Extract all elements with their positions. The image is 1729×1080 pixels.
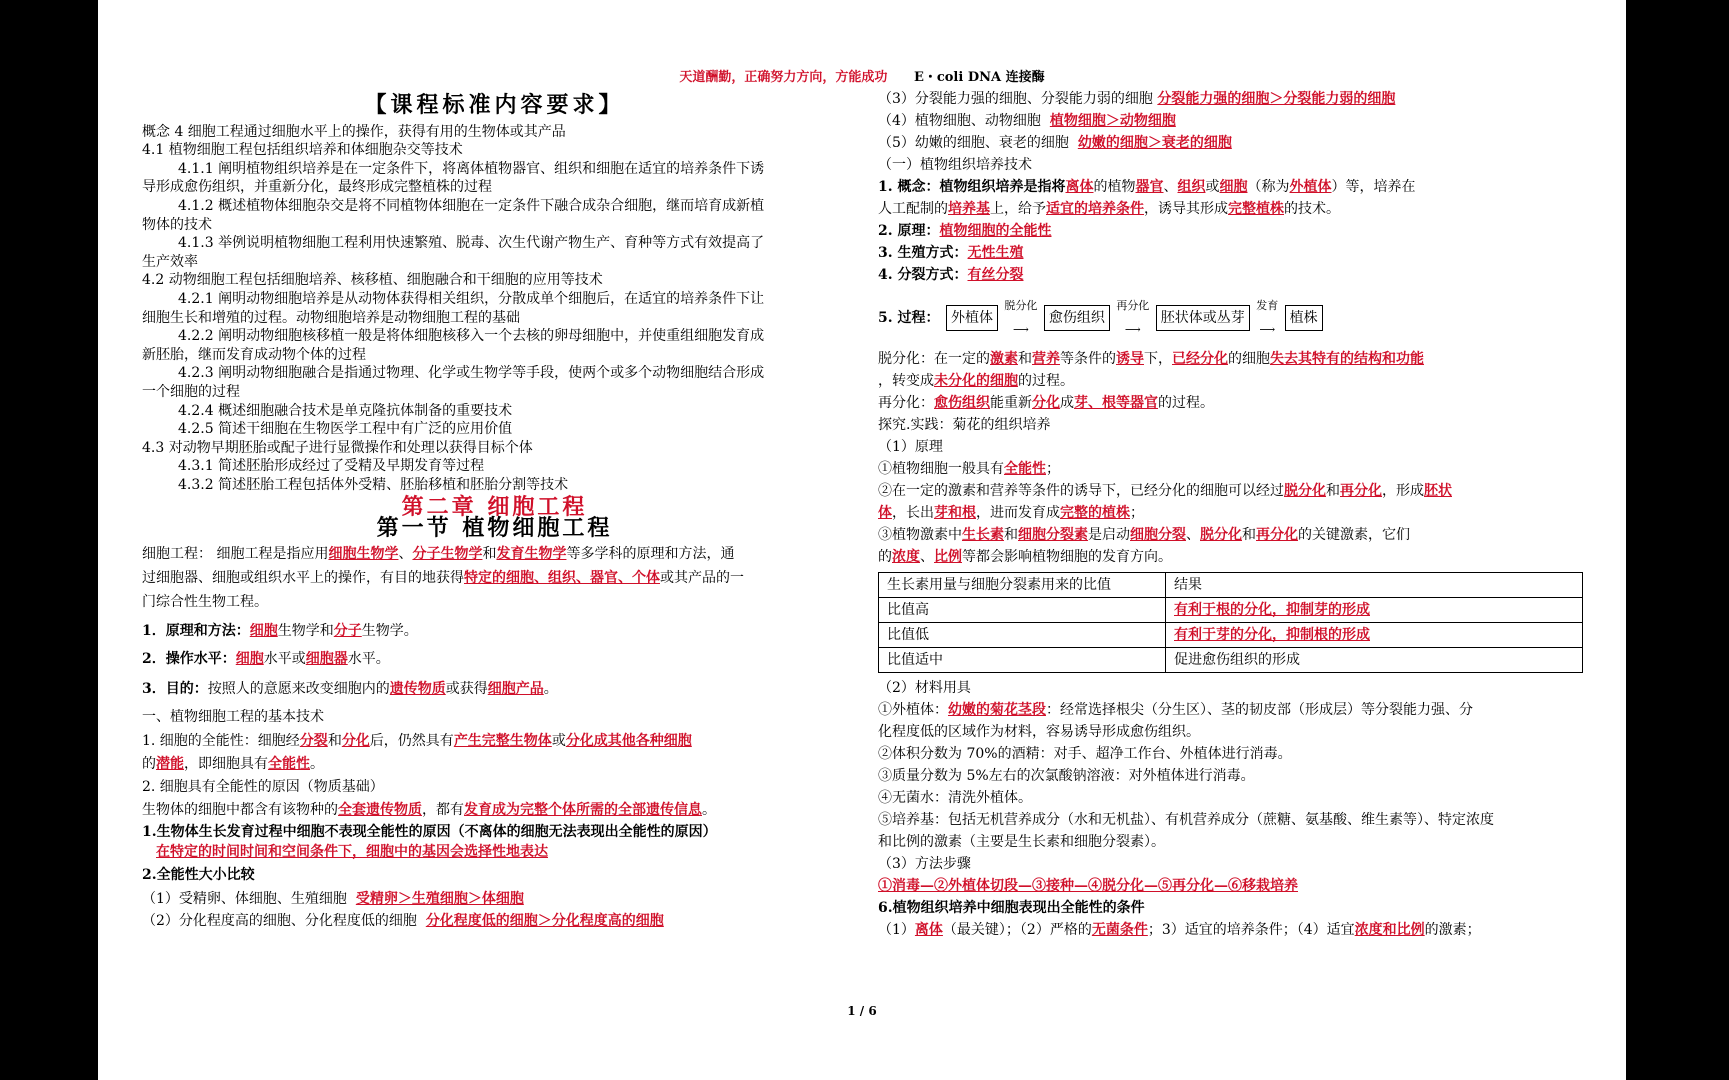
text: ，诱导其形成 [1144, 201, 1228, 217]
text: ）等，培养在 [1331, 179, 1416, 195]
answer: 再分化 [1340, 483, 1382, 499]
answer: 有丝分裂 [967, 267, 1024, 283]
dediff-line [878, 370, 1583, 392]
concept-line [878, 176, 1583, 198]
answer: 遗传物质 [389, 680, 446, 697]
totipotency-line [142, 730, 847, 753]
table-cell: 有利于芽的分化，抑制根的形成 [1166, 623, 1583, 648]
text: 后，仍然具有 [369, 732, 454, 749]
text: ，进而发育成 [976, 505, 1060, 521]
comparison-heading: 2.全能性大小比较 [142, 866, 255, 883]
text: 的过程。 [1018, 373, 1074, 389]
std-line: 4.1 植物细胞工程包括组织培养和体细胞杂交等技术 [142, 142, 463, 159]
answer: 胚状 [1424, 483, 1452, 499]
right-column [878, 88, 1583, 941]
std-line: 生产效率 [142, 253, 198, 270]
std-line: 新胚胎，继而发育成动物个体的过程 [142, 346, 366, 363]
table-cell: 比值适中 [879, 648, 1166, 673]
non-expression-answer: 在特定的时间时间和空间条件下，细胞中的基因会选择性地表达 [156, 843, 548, 860]
answer: 全能性 [268, 755, 310, 772]
answer: 未分化的细胞 [934, 373, 1018, 389]
process-flow [878, 294, 1583, 342]
table-row [879, 573, 1583, 598]
text: （称为 [1247, 179, 1290, 195]
answer: 体 [878, 505, 892, 521]
text: 的细胞 [1228, 351, 1270, 367]
answer: 生长素 [962, 527, 1004, 543]
answer: 芽和根 [934, 505, 976, 521]
text: （1）受精卵、体细胞、生殖细胞 [142, 890, 347, 907]
std-line: 4.2.2 阐明动物细胞核移植一般是将体细胞核移入一个去核的卵母细胞中，并使重组细胞发育成 [178, 328, 765, 345]
answer: 全能性 [1004, 461, 1046, 477]
answer: 激素 [990, 351, 1018, 367]
text: ①植物细胞一般具有 [878, 461, 1004, 477]
text: 的植物 [1093, 179, 1136, 195]
answer: 幼嫩的细胞＞衰老的细胞 [1077, 135, 1232, 151]
answer: 特定的细胞、组织、器官、个体 [464, 569, 660, 586]
answer: 愈伤组织 [934, 395, 990, 411]
comparison-4 [878, 110, 1583, 132]
table-cell: 有利于根的分化，抑制芽的形成 [1166, 598, 1583, 623]
text: ，形成 [1382, 483, 1424, 499]
materials-line: 和比例的激素（主要是生长素和细胞分裂素）。 [878, 834, 1165, 850]
page-number: 1 / 6 [847, 1004, 877, 1018]
text: 、 [920, 549, 934, 565]
arrow-icon: 发育 ⟶ [1256, 299, 1279, 336]
text: （2）分化程度高的细胞、分化程度低的细胞 [142, 912, 417, 929]
text: 或其产品的一 [660, 569, 744, 586]
text: 5. 过程： [878, 310, 940, 326]
comparison-3 [878, 88, 1583, 110]
standards-title: 【课程标准内容要求】 [364, 92, 625, 118]
arrow-label: 脱分化 [1004, 299, 1038, 312]
steps-heading: （3）方法步骤 [878, 856, 971, 872]
text: （1） [878, 922, 915, 938]
table-row [879, 648, 1583, 673]
text: 1. 细胞的全能性：细胞经 [142, 732, 300, 749]
answer: 细胞 [235, 650, 264, 667]
text: 水平或 [263, 650, 306, 667]
answer: 适宜的培养条件 [1046, 201, 1144, 217]
answer: 芽、根等器官 [1074, 395, 1158, 411]
principle-1 [878, 458, 1583, 480]
answer: 分化 [1032, 395, 1060, 411]
std-line: 概念 4 细胞工程通过细胞水平上的操作，获得有用的生物体或其产品 [142, 123, 566, 140]
flow-box: 愈伤组织 [1044, 305, 1110, 331]
principle-line [878, 220, 1583, 242]
answer: 外植体 [1289, 179, 1332, 195]
text: ，即细胞具有 [184, 755, 268, 772]
std-line: 4.1.2 概述植物体细胞杂交是将不同植物体细胞在一定条件下融合成杂合细胞，继而培育成新植 [178, 197, 765, 214]
text: 和 [1242, 527, 1256, 543]
answer: 受精卵＞生殖细胞＞体细胞 [355, 890, 524, 907]
steps-answer: ①消毒—②外植体切段—③接种—④脱分化—⑤再分化—⑥移栽培养 [878, 878, 1298, 894]
dediff-line [878, 348, 1583, 370]
point-1 [142, 618, 847, 644]
arrow-icon: 脱分化 ⟶ [1004, 299, 1038, 336]
text: 等多学科的原理和方法，通 [566, 545, 735, 562]
comparison-5 [878, 132, 1583, 154]
materials-line: 化程度低的区域作为材料，容易诱导形成愈伤组织。 [878, 724, 1200, 740]
std-line: 4.3.2 简述胚胎工程包括体外受精、胚胎移植和胚胎分割等技术 [178, 476, 569, 493]
text: 生物学。 [361, 622, 418, 639]
text: 再分化： [878, 395, 934, 411]
materials-line: ⑤培养基：包括无机营养成分（水和无机盐）、有机营养成分（蔗糖、氨基酸、维生素等）、特定浓度 [878, 812, 1494, 828]
std-line: 细胞生长和增殖的过程。动物细胞培养是动物细胞工程的基础 [142, 309, 520, 326]
answer: 发育成为完整个体所需的全部遗传信息 [464, 801, 702, 818]
text: 4. 分裂方式： [878, 267, 968, 283]
division-line [878, 264, 1583, 286]
text: 、 [1163, 179, 1178, 195]
answer: 浓度和比例 [1354, 922, 1425, 938]
answer: 分子生物学 [412, 545, 483, 562]
answer: 植物细胞的全能性 [939, 223, 1052, 239]
point-3 [142, 674, 847, 704]
table-header: 结果 [1166, 573, 1583, 598]
text: （5）幼嫩的细胞、衰老的细胞 [878, 135, 1069, 151]
answer: 分子 [333, 622, 362, 639]
text: （4）植物细胞、动物细胞 [878, 113, 1041, 129]
section-title: 第一节 植物细胞工程 [376, 515, 613, 542]
std-line: 物体的技术 [142, 216, 212, 233]
tissue-culture-heading: （一）植物组织培养技术 [878, 157, 1032, 173]
text: 水平。 [347, 650, 390, 667]
conditions-line [878, 919, 1583, 941]
flow-box: 植株 [1285, 305, 1323, 331]
point-2 [142, 644, 847, 674]
principle-2b [878, 502, 1583, 524]
text: 人工配制的 [878, 201, 948, 217]
answer: 器官 [1135, 179, 1164, 195]
text: 1. 概念：植物组织培养是指将 [878, 179, 1066, 195]
text: ；3）适宜的培养条件；（4）适宜 [1147, 922, 1355, 938]
std-line: 4.2.4 概述细胞融合技术是单克隆抗体制备的重要技术 [178, 402, 513, 419]
text: 或获得 [445, 680, 488, 697]
table-cell: 比值低 [879, 623, 1166, 648]
text: 生物学和 [277, 622, 334, 639]
answer: 失去其特有的结构和功能 [1270, 351, 1424, 367]
text: ； [1046, 461, 1060, 477]
definition-line [142, 566, 847, 590]
materials-line: ③质量分数为 5%左右的次氯酸钠溶液：对外植体进行消毒。 [878, 768, 1255, 784]
answer: 组织 [1177, 179, 1206, 195]
answer: 离体 [914, 922, 943, 938]
std-line: 4.3.1 简述胚胎形成经过了受精及早期发育等过程 [178, 458, 485, 475]
answer: 细胞 [249, 622, 278, 639]
answer: 产生完整生物体 [453, 732, 552, 749]
principle-3b [878, 546, 1583, 568]
std-line: 4.3 对动物早期胚胎或配子进行显微操作和处理以获得目标个体 [142, 439, 533, 456]
answer: 浓度 [892, 549, 920, 565]
answer: 分裂 [299, 732, 328, 749]
answer: 幼嫩的菊花茎段 [948, 702, 1046, 718]
conditions-heading: 6.植物组织培养中细胞表现出全能性的条件 [878, 900, 1145, 916]
text: 的激素； [1424, 922, 1481, 938]
answer: 营养 [1032, 351, 1060, 367]
text: ，长出 [892, 505, 934, 521]
concept-line [878, 198, 1583, 220]
materials-line: ②体积分数为 70%的酒精：对手、超净工作台、外植体进行消毒。 [878, 746, 1292, 762]
answer: 分化程度低的细胞＞分化程度高的细胞 [425, 912, 664, 929]
text: 按照人的意愿来改变细胞内的 [207, 680, 390, 697]
text: 的 [878, 549, 892, 565]
text: 。 [543, 680, 558, 697]
answer: 发育生物学 [496, 545, 567, 562]
label: 2．操作水平： [142, 650, 236, 667]
answer: 脱分化 [1284, 483, 1326, 499]
text: （最关键）；（2）严格的 [942, 922, 1092, 938]
answer: 无性生殖 [967, 245, 1024, 261]
answer: 细胞产品 [487, 680, 544, 697]
answer: 再分化 [1256, 527, 1298, 543]
answer: 分化 [341, 732, 370, 749]
text: 下， [1144, 351, 1172, 367]
totipotency-reason: 2. 细胞具有全能性的原因（物质基础） [142, 778, 384, 795]
flow-box: 外植体 [946, 305, 998, 331]
text: ； [1130, 505, 1144, 521]
page-header [98, 66, 1626, 85]
text: 和 [327, 732, 342, 749]
answer: 细胞分裂 [1130, 527, 1186, 543]
heading-basic-tech: 一、植物细胞工程的基本技术 [142, 708, 324, 725]
answer: 细胞生物学 [328, 545, 399, 562]
text: 和 [482, 545, 497, 562]
std-line: 4.1.3 举例说明植物细胞工程利用快速繁殖、脱毒、次生代谢产物生产、育种等方式有效提高了 [178, 235, 765, 252]
table-cell: 促进愈伤组织的形成 [1166, 648, 1583, 673]
rediff-line [878, 392, 1583, 414]
text: 上，给予 [990, 201, 1046, 217]
answer: 细胞 [1219, 179, 1248, 195]
arrow-label: 发育 [1256, 299, 1279, 312]
answer: 比例 [934, 549, 962, 565]
text: 过细胞器、细胞或组织水平上的操作，有目的地获得 [142, 569, 464, 586]
chapter-title: 第二章 细胞工程 [401, 494, 588, 521]
text: 等都会影响植物细胞的发育方向。 [962, 549, 1172, 565]
std-line: 4.1.1 阐明植物组织培养是在一定条件下，将离体植物器官、组织和细胞在适宜的培养条件下诱 [178, 160, 765, 177]
left-column [142, 92, 847, 932]
text: 生物体的细胞中都含有该物种的 [142, 801, 338, 818]
answer: 细胞器 [305, 650, 348, 667]
reproduction-line [878, 242, 1583, 264]
text: 的技术。 [1284, 201, 1340, 217]
std-line: 4.2 动物细胞工程包括细胞培养、核移植、细胞融合和干细胞的应用等技术 [142, 272, 603, 289]
text: ①外植体： [878, 702, 948, 718]
totipotency-line [142, 753, 847, 776]
materials-1 [878, 699, 1583, 721]
document-page [98, 0, 1626, 1080]
explore-heading: 探究.实践：菊花的组织培养 [878, 417, 1051, 433]
text: 的 [142, 755, 156, 772]
text: 脱分化：在一定的 [878, 351, 990, 367]
arrow-label: 再分化 [1116, 299, 1150, 312]
label: 3．目的： [142, 680, 208, 697]
text: 、 [398, 545, 413, 562]
text: ：经常选择根尖（分生区）、茎的韧皮部（形成层）等分裂能力强、分 [1046, 702, 1473, 718]
text: ②在一定的激素和营养等条件的诱导下，已经分化的细胞可以经过 [878, 483, 1284, 499]
table-row [879, 623, 1583, 648]
answer: 脱分化 [1200, 527, 1242, 543]
text: 的关键激素，它们 [1298, 527, 1410, 543]
answer: 细胞分裂素 [1018, 527, 1088, 543]
answer: 无菌条件 [1091, 922, 1148, 938]
text: 和 [1018, 351, 1032, 367]
answer: 植物细胞＞动物细胞 [1049, 113, 1176, 129]
answer: 已经分化 [1172, 351, 1228, 367]
materials-line: ④无菌水：清洗外植体。 [878, 790, 1032, 806]
text: （3）分裂能力强的细胞、分裂能力弱的细胞 [878, 91, 1153, 107]
std-line: 4.2.5 简述干细胞在生物医学工程中有广泛的应用价值 [178, 421, 513, 438]
answer: 离体 [1065, 179, 1094, 195]
table-header: 生长素用量与细胞分裂素用来的比值 [879, 573, 1166, 598]
text: 能重新 [990, 395, 1032, 411]
answer: 诱导 [1116, 351, 1144, 367]
materials-heading: （2）材料用具 [878, 680, 971, 696]
text: 、 [1186, 527, 1200, 543]
principle-heading: （1）原理 [878, 439, 943, 455]
text: 成 [1060, 395, 1074, 411]
text: ，都有 [422, 801, 464, 818]
comparison-1 [142, 888, 847, 910]
text: 或 [1205, 179, 1220, 195]
text: 是启动 [1088, 527, 1130, 543]
comparison-2 [142, 910, 847, 932]
answer: 完整的植株 [1060, 505, 1130, 521]
header-motto: 天道酬勤，正确努力方向，方能成功 [679, 70, 888, 85]
text: 。 [702, 801, 716, 818]
principle-3 [878, 524, 1583, 546]
table-row [879, 598, 1583, 623]
text: 等条件的 [1060, 351, 1116, 367]
std-line: 4.2.1 阐明动物细胞培养是从动物体获得相关组织，分散成单个细胞后，在适宜的培养条件下让 [178, 290, 765, 307]
definition-line [142, 542, 847, 566]
text: 细胞工程： 细胞工程是指应用 [142, 545, 329, 562]
table-cell: 比值高 [879, 598, 1166, 623]
answer: 潜能 [156, 755, 184, 772]
answer: 完整植株 [1228, 201, 1284, 217]
std-line: 导形成愈伤组织，并重新分化，最终形成完整植株的过程 [142, 179, 492, 196]
label: 1．原理和方法： [142, 622, 250, 639]
non-expression-reason: 1.生物体生长发育过程中细胞不表现全能性的原因（不离体的细胞无法表现出全能性的原因） [142, 823, 717, 840]
header-note: E・coli DNA 连接酶 [913, 70, 1045, 85]
answer: 全套遗传物质 [338, 801, 422, 818]
definition-line: 门综合性生物工程。 [142, 593, 268, 610]
text: 和 [1004, 527, 1018, 543]
text: ③植物激素中 [878, 527, 962, 543]
arrow-icon: 再分化 ⟶ [1116, 299, 1150, 336]
text: ，转变成 [878, 373, 934, 389]
totipotency-basis [142, 799, 847, 822]
answer: 培养基 [948, 201, 990, 217]
text: 3. 生殖方式： [878, 245, 968, 261]
answer: 分化成其他各种细胞 [565, 732, 692, 749]
text: 2. 原理： [878, 223, 940, 239]
text: 或 [551, 732, 566, 749]
hormone-ratio-table [878, 572, 1583, 673]
std-line: 4.2.3 阐明动物细胞融合是指通过物理、化学或生物学等手段，使两个或多个动物细胞结合形成 [178, 365, 765, 382]
text: 和 [1326, 483, 1340, 499]
principle-2 [878, 480, 1583, 502]
flow-box: 胚状体或丛芽 [1156, 305, 1250, 331]
text: 的过程。 [1158, 395, 1214, 411]
std-line: 一个细胞的过程 [142, 383, 240, 400]
answer: 分裂能力强的细胞＞分裂能力弱的细胞 [1157, 91, 1396, 107]
text: 。 [310, 755, 324, 772]
